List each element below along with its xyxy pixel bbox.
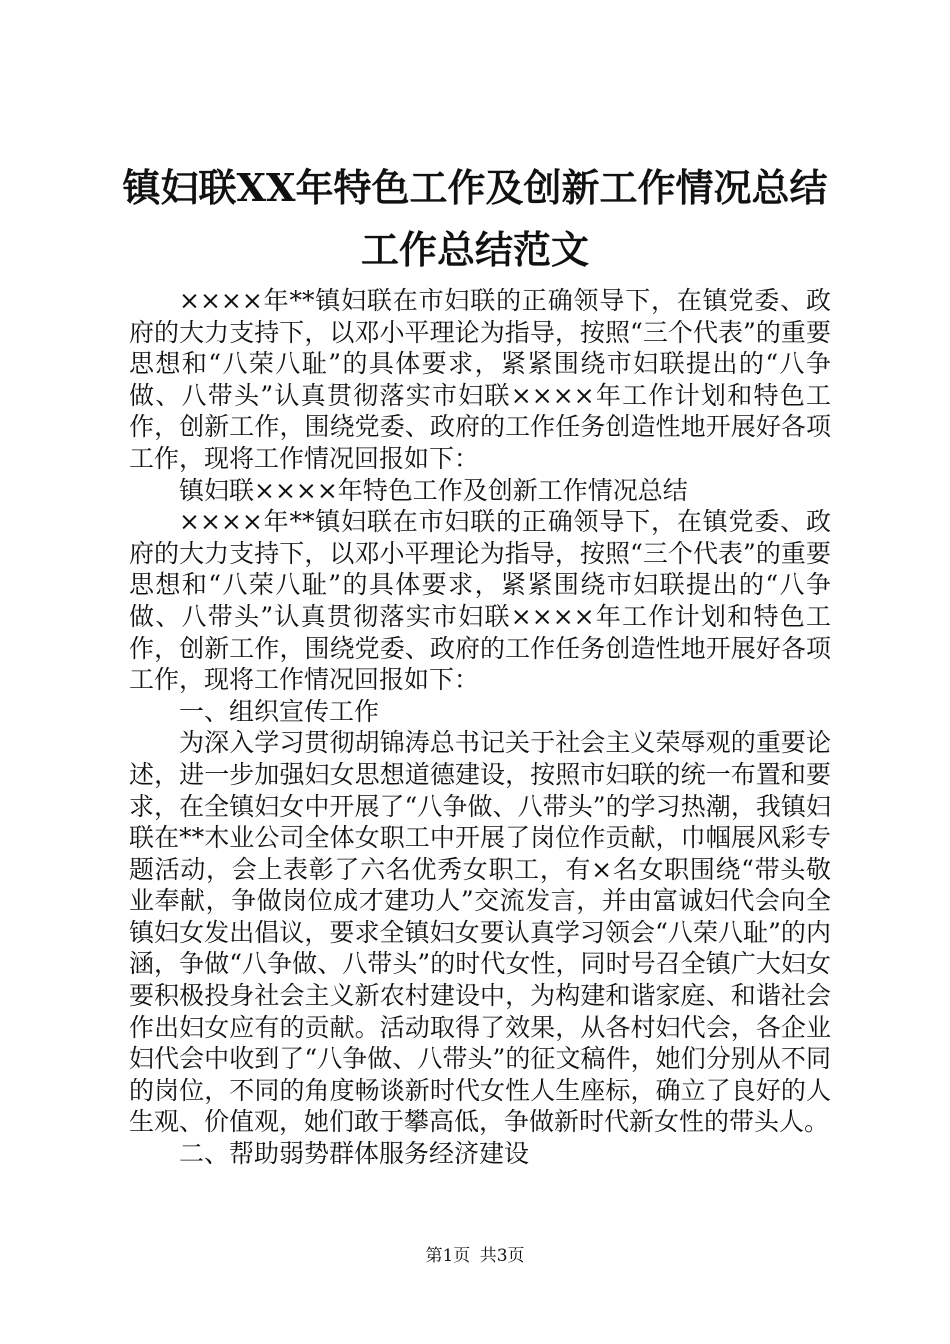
section-heading-2: 二、帮助弱势群体服务经济建设	[179, 1139, 530, 1169]
page-footer	[0, 1245, 950, 1267]
page-total: 共3页	[479, 1246, 525, 1266]
section-heading-1: 一、组织宣传工作	[179, 696, 380, 726]
document-body	[129, 285, 831, 1170]
document-title: 镇妇联XX年特色工作及创新工作情况总结工作总结范文	[122, 165, 828, 272]
subtitle-paragraph: 镇妇联××××年特色工作及创新工作情况总结	[179, 475, 688, 505]
page-number: 第1页	[425, 1246, 471, 1266]
repeat-intro-paragraph: ××××年**镇妇联在市妇联的正确领导下，在镇党委、政府的大力支持下，以邓小平理论为指导，按照“三个代表”的重要思想和“八荣八耻”的具体要求，紧紧围绕市妇联提出的“八争做、八带头”认真贯彻落实市妇联××××年工作计划和特色工作，创新工作，围绕党委、政府的工作任务创造性地开展好各项工作，现将工作情况回报如下：	[129, 507, 831, 695]
intro-paragraph: ××××年**镇妇联在市妇联的正确领导下，在镇党委、政府的大力支持下，以邓小平理论为指导，按照“三个代表”的重要思想和“八荣八耻”的具体要求，紧紧围绕市妇联提出的“八争做、八带头”认真贯彻落实市妇联××××年工作计划和特色工作，创新工作，围绕党委、政府的工作任务创造性地开展好各项工作，现将工作情况回报如下：	[129, 286, 831, 473]
section-1-paragraph: 为深入学习贯彻胡锦涛总书记关于社会主义荣辱观的重要论述，进一步加强妇女思想道德建设，按照市妇联的统一布置和要求，在全镇妇女中开展了“八争做、八带头”的学习热潮，我镇妇联在**木业公司全体女职工中开展了岗位作贡献，巾帼展风彩专题活动，会上表彰了六名优秀女职工，有×名女职围绕“带头敬业奉献，争做岗位成才建功人”交流发言，并由富诚妇代会向全镇妇女发出倡议，要求全镇妇女要认真学习领会“八荣八耻”的内涵，争做“八争做、八带头”的时代女性，同时号召全镇广大妇女要积极投身社会主义新农村建设中，为构建和谐家庭、和谐社会作出妇女应有的贡献。活动取得了效果，从各村妇代会，各企业妇代会中收到了“八争做、八带头”的征文稿件，她们分别从不同的岗位，不同的角度畅谈新时代女性人生座标，确立了良好的人生观、价值观，她们敢于攀高低，争做新时代新女性的带头人。	[129, 728, 831, 1137]
